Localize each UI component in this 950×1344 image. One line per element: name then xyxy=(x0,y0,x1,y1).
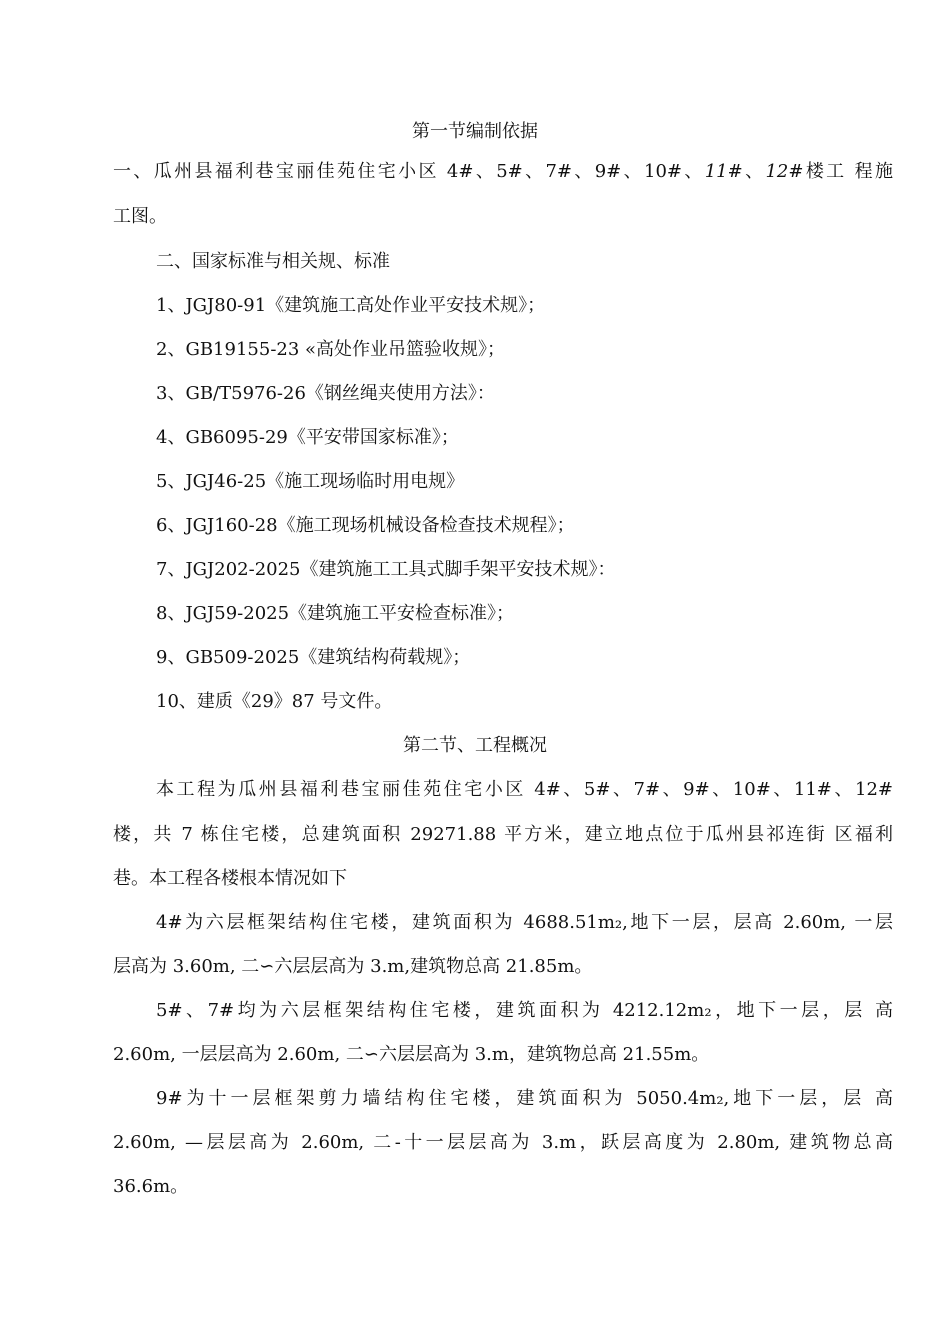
standard-item: 9、GB509-2025《建筑结构荷载规》； xyxy=(156,647,471,668)
item-two: 二、国家标准与相关规、标准 xyxy=(156,251,390,272)
standard-item: 2、GB19155-23 «高处作业吊篮验收规》； xyxy=(156,339,506,360)
standard-item: 8、JGJ59-2025《建筑施工平安检查标准》； xyxy=(156,603,515,624)
paragraph-line: 9#为十一层框架剪力墙结构住宅楼，建筑面积为 5050.4m₂,地下一层，层 高 xyxy=(156,1088,893,1109)
item-one-text-b: 楼工 程施 xyxy=(803,161,894,182)
paragraph-line: 巷。本工程各楼根本情况如下 xyxy=(113,868,347,889)
paragraph-line: 2.60m, 一层层高为 2.60m, 二∽六层层高为 3.m，建筑物总高 21.55m。 xyxy=(113,1044,710,1065)
item-one-italic-12: 12# xyxy=(765,161,804,182)
item-one-line-1 xyxy=(113,160,893,184)
item-one-line-2: 工图。 xyxy=(113,206,167,227)
standard-item: 3、GB/T5976-26《钢丝绳夹使用方法》： xyxy=(156,383,495,404)
paragraph-line: 楼，共 7 栋住宅楼，总建筑面积 29271.88 平方米，建立地点位于瓜州县祁连街 区福利 xyxy=(113,824,893,845)
paragraph-line: 2.60m, —层层高为 2.60m, 二-十一层层高为 3.m，跃层高度为 2.80m, 建筑物总高 xyxy=(113,1132,893,1153)
paragraph-line: 5#、7#均为六层框架结构住宅楼，建筑面积为 4212.12m₂，地下一层，层 高 xyxy=(156,1000,893,1021)
standard-item: 5、JGJ46-25《施工现场临时用电规》 xyxy=(156,471,465,492)
item-one-separator: 、 xyxy=(742,161,766,182)
standard-item: 10、建质《29》87 号文件。 xyxy=(156,691,393,712)
standard-item: 6、JGJ160-28《施工现场机械设备检查技术规程》； xyxy=(156,515,575,536)
standard-item: 1、JGJ80-91《建筑施工高处作业平安技术规》； xyxy=(156,295,546,316)
item-one-text-a: 一、瓜州县福利巷宝丽佳苑住宅小区 4#、5#、7#、9#、10#、 xyxy=(113,161,705,182)
paragraph-line: 层高为 3.60m, 二∽六层层高为 3.m,建筑物总高 21.85m。 xyxy=(113,956,593,977)
section-2-title: 第二节、工程概况 xyxy=(403,735,547,756)
paragraph-line: 本工程为瓜州县福利巷宝丽佳苑住宅小区 4#、5#、7#、9#、10#、11#、12# xyxy=(156,779,893,800)
section-1-title: 第一节编制依据 xyxy=(412,121,538,142)
standard-item: 7、JGJ202-2025《建筑施工工具式脚手架平安技术规》： xyxy=(156,559,616,580)
paragraph-line: 36.6m。 xyxy=(113,1176,189,1197)
paragraph-line: 4#为六层框架结构住宅楼，建筑面积为 4688.51m₂,地下一层，层高 2.60m, 一层 xyxy=(156,912,893,933)
standard-item: 4、GB6095-29《平安带国家标准》； xyxy=(156,427,459,448)
item-one-italic-11: 11# xyxy=(704,161,743,182)
